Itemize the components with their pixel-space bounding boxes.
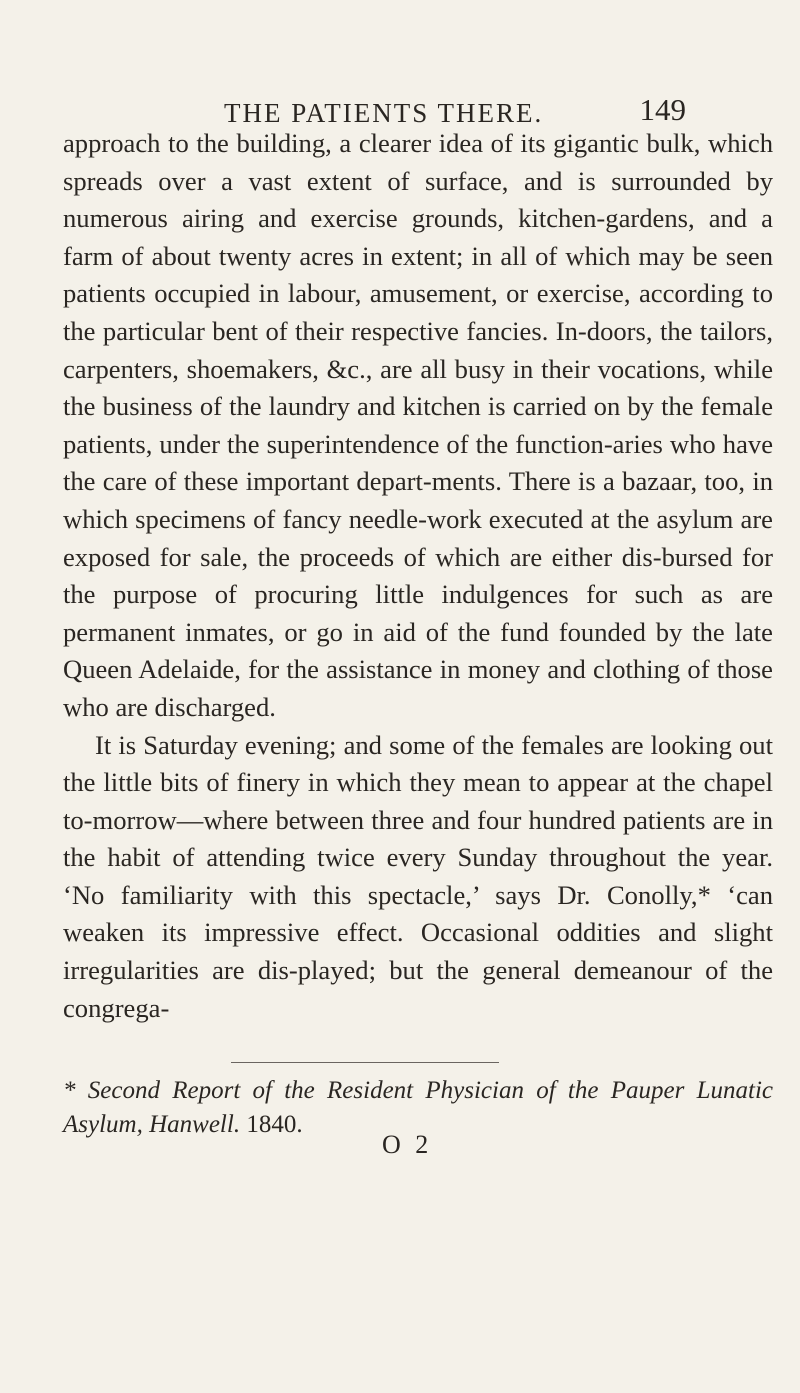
footnote-date: 1840. [246,1111,303,1138]
body-text [63,125,773,1027]
signature-mark: O 2 [382,1130,433,1159]
footnote-text: * Second Report of the Resident Physician of the Pauper Lunatic Asylum, Hanwell. [63,1077,773,1138]
footnote-divider [231,1062,499,1063]
paragraph-2: It is Saturday evening; and some of the females are looking out the little bits of finery in which they mean to appear at the chapel to-morrow—where between three and four hundred patients are in the habit of attending twice every Sunday throughout the year. ‘No familiarity with this spectacle,’ says Dr. Conolly,* ‘can weaken its impressive effect. Occasional oddities and slight irregularities are dis-played; but the general demeanour of the congrega- [63,729,773,1023]
page-number: 149 [639,92,686,127]
running-head: THE PATIENTS THERE. [224,98,544,128]
paragraph-1: approach to the building, a clearer idea of its gigantic bulk, which spreads over a vast extent of surface, and is surrounded by numerous airing and exercise grounds, kitchen-gardens, and a farm of about twenty acres in extent; in all of which may be seen patients occupied in labour, amusement, or exercise, according to the particular bent of their respective fancies. In-doors, the tailors, carpenters, shoemakers, &c., are all busy in their vocations, while the business of the laundry and kitchen is carried on by the female patients, under the superintendence of the function-aries who have the care of these important depart-ments. There is a bazaar, too, in which specimens of fancy needle-work executed at the asylum are exposed for sale, the proceeds of which are either dis-bursed for the purpose of procuring little indulgences for such as are permanent inmates, or go in aid of the fund founded by the late Queen Adelaide, for the assistance in money and clothing of those who are discharged. [63,128,773,722]
